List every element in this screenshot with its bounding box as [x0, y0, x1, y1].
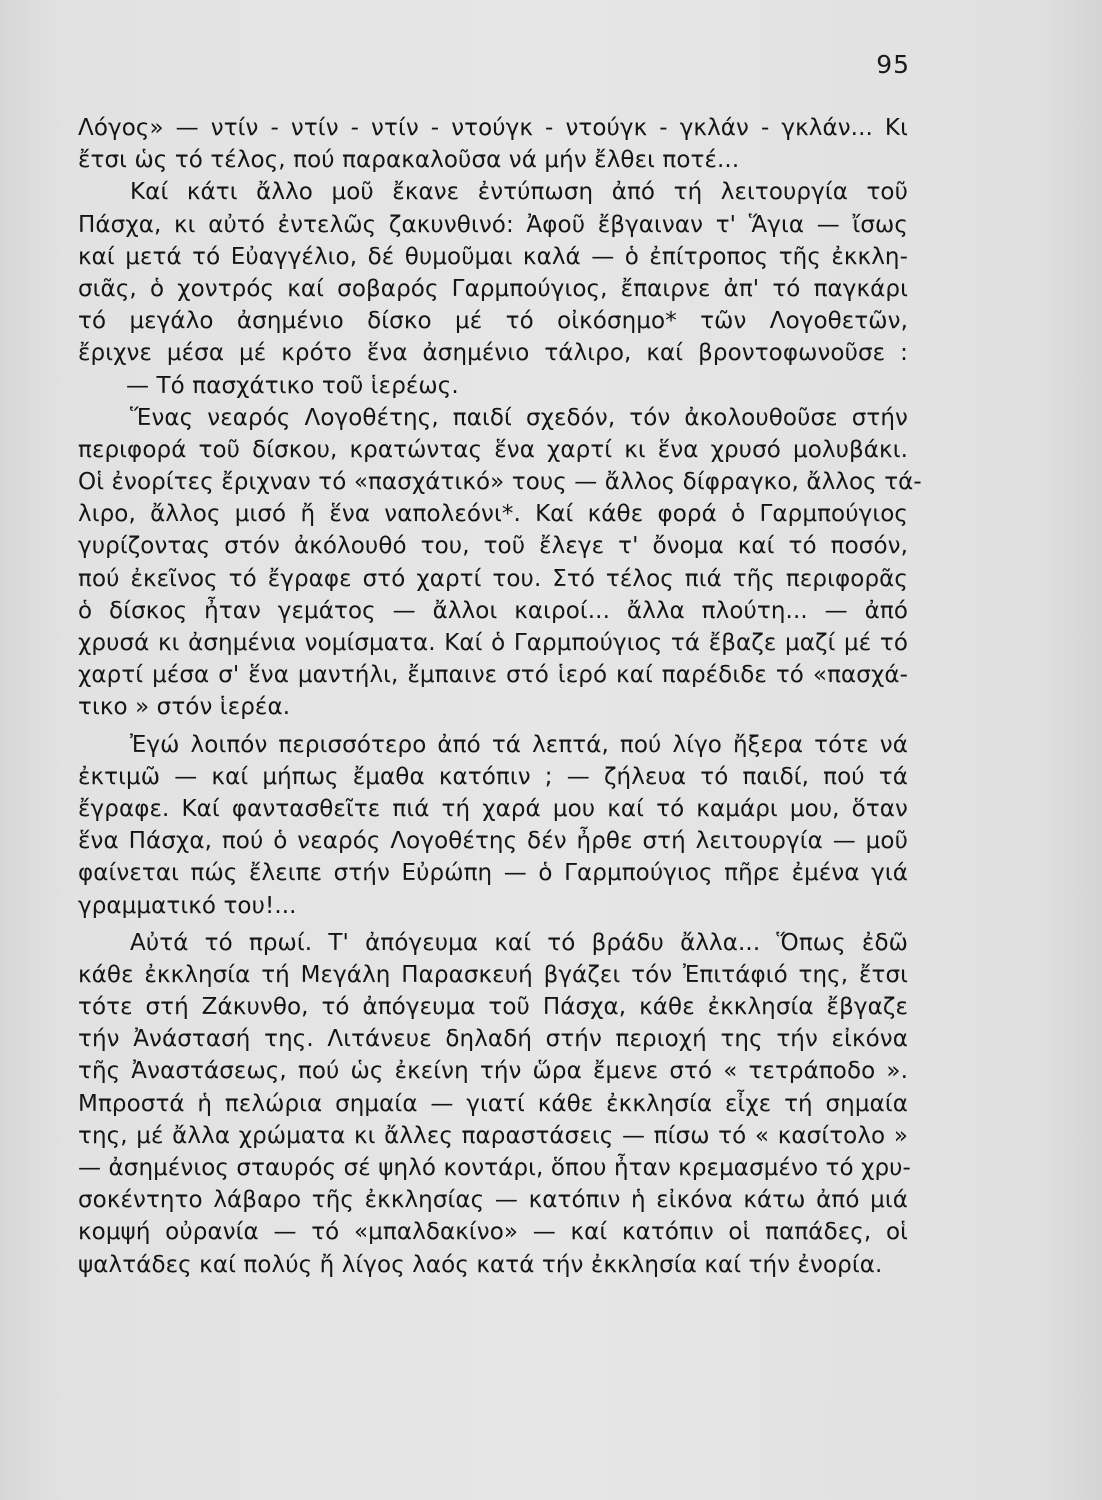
page-number: 95: [876, 50, 910, 79]
text-line: Οἱ ἐνορίτες ἔριχναν τό «πασχάτικό» τους — ἄλλος δίφραγκο, ἄλλος τά-: [78, 469, 922, 496]
text-line: τῆς Ἀναστάσεως, πού ὡς ἐκείνη τήν ὥρα ἔμενε στό « τετράποδο ».: [78, 1058, 908, 1085]
text-line: Αὐτά τό πρωί. Τ' ἀπόγευμα καί τό βράδυ ἄλλα... Ὅπως ἐδῶ: [130, 929, 908, 956]
text-line: ψαλτάδες καί πολύς ἤ λίγος λαός κατά τήν ἐκκλησία καί τήν ἐνορία.: [78, 1251, 883, 1278]
text-line: ἔγραφε. Καί φαντασθεῖτε πιά τή χαρά μου καί τό καμάρι μου, ὅταν: [78, 795, 908, 822]
page-text-body: [78, 112, 922, 1281]
text-line: Ἕνας νεαρός Λογοθέτης, παιδί σχεδόν, τόν ἀκολουθοῦσε στήν: [130, 404, 908, 431]
text-line: γυρίζοντας στόν ἀκόλουθό του, τοῦ ἔλεγε τ' ὄνομα καί τό ποσόν,: [78, 533, 908, 560]
text-line: τότε στή Ζάκυνθο, τό ἀπόγευμα τοῦ Πάσχα, κάθε ἐκκλησία ἔβγαζε: [78, 994, 908, 1021]
text-line: γραμματικό του!...: [78, 892, 297, 919]
text-line: Καί κάτι ἄλλο μοῦ ἔκανε ἐντύπωση ἀπό τή λειτουργία τοῦ: [130, 179, 908, 206]
text-line: — ἀσημένιος σταυρός σέ ψηλό κοντάρι, ὅπου ἦταν κρεμασμένο τό χρυ-: [78, 1155, 911, 1181]
text-line: περιφορά τοῦ δίσκου, κρατώντας ἕνα χαρτί κι ἕνα χρυσό μολυβάκι.: [78, 436, 908, 463]
text-line: πού ἐκεῖνος τό ἔγραφε στό χαρτί του. Στό τέλος πιά τῆς περιφορᾶς: [78, 565, 908, 592]
text-line: σοκέντητο λάβαρο τῆς ἐκκλησίας — κατόπιν ἡ εἰκόνα κάτω ἀπό μιά: [78, 1187, 908, 1214]
text-line: φαίνεται πώς ἔλειπε στήν Εὐρώπη — ὁ Γαρμπούγιος πῆρε ἐμένα γιά: [78, 860, 908, 887]
text-line: σιᾶς, ὁ χοντρός καί σοβαρός Γαρμπούγιος, ἔπαιρνε ἀπ' τό παγκάρι: [78, 275, 908, 302]
text-line: τό μεγάλο ἀσημένιο δίσκο μέ τό οἰκόσημο* τῶν Λογοθετῶν,: [78, 308, 908, 335]
text-line: της, μέ ἄλλα χρώματα κι ἄλλες παραστάσεις — πίσω τό « κασίτολο »: [78, 1122, 908, 1149]
text-line: λιρο, ἄλλος μισό ἤ ἕνα ναπολεόνι*. Καί κάθε φορά ὁ Γαρμπούγιος: [78, 501, 908, 528]
text-line: ἕνα Πάσχα, πού ὁ νεαρός Λογοθέτης δέν ἦρθε στή λειτουργία — μοῦ: [78, 828, 908, 855]
text-line: κομψή οὐρανία — τό «μπαλδακίνο» — καί κατόπιν οἱ παπάδες, οἱ: [78, 1219, 908, 1246]
text-line: Μπροστά ἡ πελώρια σημαία — γιατί κάθε ἐκκλησία εἶχε τή σημαία: [78, 1090, 908, 1117]
text-line: — Τό πασχάτικο τοῦ ἱερέως.: [126, 372, 459, 399]
text-line: χαρτί μέσα σ' ἕνα μαντήλι, ἔμπαινε στό ἱερό καί παρέδιδε τό «πασχά-: [78, 662, 908, 689]
text-line: Πάσχα, κι αὐτό ἐντελῶς ζακυνθινό: Ἀφοῦ ἔβγαιναν τ' Ἅγια — ἴσως: [78, 211, 908, 238]
text-line: ἐκτιμῶ — καί μήπως ἔμαθα κατόπιν ; — ζήλευα τό παιδί, πού τά: [78, 763, 908, 790]
text-line: κάθε ἐκκλησία τή Μεγάλη Παρασκευή βγάζει τόν Ἐπιτάφιό της, ἔτσι: [78, 961, 908, 988]
text-line: χρυσά κι ἀσημένια νομίσματα. Καί ὁ Γαρμπούγιος τά ἔβαζε μαζί μέ τό: [78, 630, 908, 656]
text-line: τικο » στόν ἱερέα.: [78, 694, 291, 721]
text-line: ὁ δίσκος ἦταν γεμάτος — ἄλλοι καιροί... ἄλλα πλούτη... — ἀπό: [78, 597, 908, 624]
text-line: Ἐγώ λοιπόν περισσότερο ἀπό τά λεπτά, πού λίγο ἤξερα τότε νά: [130, 731, 908, 758]
text-line: Λόγος» — ντίν - ντίν - ντίν - ντούγκ - ντούγκ - γκλάν - γκλάν... Κι: [78, 115, 908, 141]
text-line: ἔριχνε μέσα μέ κρότο ἕνα ἀσημένιο τάλιρο, καί βροντοφωνοῦσε :: [78, 340, 908, 367]
text-line: τήν Ἀνάστασή της. Λιτάνευε δηλαδή στήν περιοχή της τήν εἰκόνα: [78, 1026, 908, 1053]
text-line: καί μετά τό Εὐαγγέλιο, δέ θυμοῦμαι καλά — ὁ ἐπίτροπος τῆς ἐκκλη-: [78, 243, 908, 270]
text-line: ἔτσι ὡς τό τέλος, πού παρακαλοῦσα νά μήν ἔλθει ποτέ...: [78, 147, 740, 174]
